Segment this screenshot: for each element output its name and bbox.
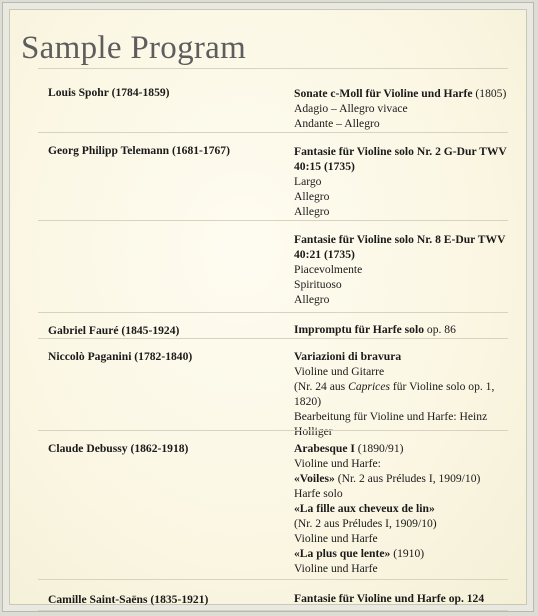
work-text: (1890/91)	[354, 442, 404, 455]
work-title: 40:21 (1735)	[294, 248, 355, 261]
work-line	[294, 232, 520, 247]
work-text: Violine und Harfe	[294, 562, 378, 575]
program-row	[38, 68, 508, 132]
work-text: Largo	[294, 175, 322, 188]
work-text: Holliger	[294, 425, 333, 438]
work-text: 1820)	[294, 395, 322, 408]
work-title: Impromptu für Harfe solo	[294, 323, 424, 336]
work-text: (1805)	[472, 87, 507, 100]
program-row	[38, 312, 508, 338]
work-text: Violine und Gitarre	[294, 365, 385, 378]
work-title: Fantasie für Violine und Harfe op. 124	[294, 592, 485, 605]
work-details	[294, 322, 520, 337]
work-text: (1910)	[390, 547, 425, 560]
work-text: Violine und Harfe	[294, 532, 378, 545]
work-line	[294, 292, 520, 307]
work-text: für Violine solo op. 1,	[389, 380, 495, 393]
work-line	[294, 394, 520, 409]
work-line	[294, 204, 520, 219]
composer-name: Camille Saint-Saëns (1835-1921)	[48, 593, 209, 606]
work-title: «Voiles»	[294, 472, 335, 485]
work-title: 40:15 (1735)	[294, 160, 355, 173]
program-sheet	[9, 9, 527, 605]
work-details	[294, 349, 520, 439]
composer-name: Louis Spohr (1784-1859)	[48, 86, 170, 99]
composer-name: Gabriel Fauré (1845-1924)	[48, 324, 180, 337]
work-text: Spirituoso	[294, 278, 342, 291]
composer-name: Claude Debussy (1862-1918)	[48, 442, 189, 455]
work-line	[294, 262, 520, 277]
work-details	[294, 441, 520, 576]
work-line	[294, 364, 520, 379]
work-text: Allegro	[294, 190, 330, 203]
work-title: Fantasie für Violine solo Nr. 8 E-Dur TWV	[294, 233, 506, 246]
work-text: Allegro	[294, 205, 330, 218]
work-line	[294, 189, 520, 204]
work-line	[294, 471, 520, 486]
work-title: Arabesque I	[294, 442, 355, 455]
work-line	[294, 516, 520, 531]
page-title: Sample Program	[21, 30, 247, 66]
work-text: Violine und Harfe:	[294, 457, 381, 470]
work-text: (Nr. 2 aus Préludes I, 1909/10)	[334, 472, 481, 485]
page-frame	[2, 2, 534, 612]
work-line	[294, 116, 520, 131]
work-line	[294, 561, 520, 576]
work-line	[294, 247, 520, 262]
work-line	[294, 409, 520, 424]
work-line	[294, 486, 520, 501]
work-line	[294, 144, 520, 159]
work-title: «La fille aux cheveux de lin»	[294, 502, 435, 515]
work-title: «La plus que lente»	[294, 547, 391, 560]
program-row	[38, 132, 508, 220]
work-line	[294, 159, 520, 174]
work-title: Sonate c-Moll für Violine und Harfe	[294, 87, 473, 100]
work-line	[294, 174, 520, 189]
work-text: (Nr. 2 aus Préludes I, 1909/10)	[294, 517, 437, 530]
work-text: Bearbeitung für Violine und Harfe: Heinz	[294, 410, 488, 423]
work-line	[294, 322, 520, 337]
work-line	[294, 277, 520, 292]
work-text: Adagio – Allegro vivace	[294, 102, 408, 115]
work-details	[294, 232, 520, 307]
work-line	[294, 86, 520, 101]
program-row	[38, 338, 508, 438]
work-title: Variazioni di bravura	[294, 350, 402, 363]
work-italic: Caprices	[348, 380, 390, 393]
work-line	[294, 501, 520, 516]
program-table	[38, 68, 508, 611]
work-text: Harfe solo	[294, 487, 343, 500]
work-line	[294, 531, 520, 546]
composer-name: Niccolò Paganini (1782-1840)	[48, 350, 193, 363]
work-line	[294, 456, 520, 471]
work-details	[294, 86, 520, 131]
program-row	[38, 220, 508, 312]
work-title: Fantasie für Violine solo Nr. 2 G-Dur TWV	[294, 145, 507, 158]
work-line	[294, 349, 520, 364]
work-line	[294, 101, 520, 116]
work-line	[294, 546, 520, 561]
work-text: (Nr. 24 aus	[294, 380, 349, 393]
work-details	[294, 591, 520, 606]
program-row	[38, 430, 508, 579]
work-text: Allegro	[294, 293, 330, 306]
program-row	[38, 579, 508, 611]
work-text: Piacevolmente	[294, 263, 363, 276]
work-line	[294, 591, 520, 606]
work-details	[294, 144, 520, 219]
work-line	[294, 379, 520, 394]
work-line	[294, 441, 520, 456]
work-text: Andante – Allegro	[294, 117, 380, 130]
work-text: op. 86	[424, 323, 456, 336]
composer-name: Georg Philipp Telemann (1681-1767)	[48, 144, 230, 157]
